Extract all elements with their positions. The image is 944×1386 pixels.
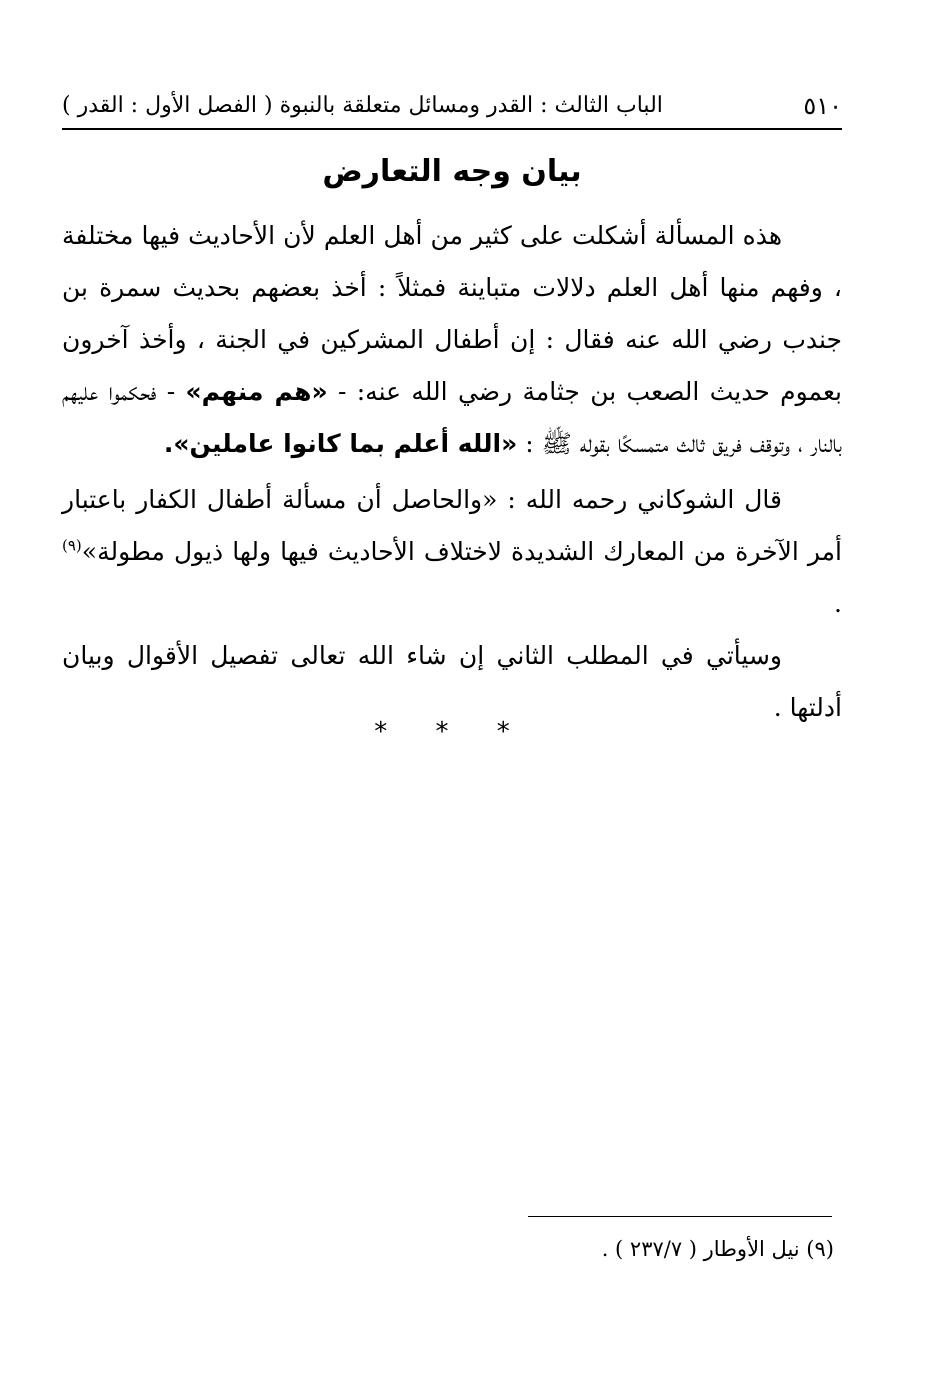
running-header-title: الباب الثالث : القدر ومسائل متعلقة بالنبوة ( الفصل الأول : القدر ) xyxy=(62,93,663,118)
hadith-quote-allah-alam: «الله أعلم بما كانوا عاملين» xyxy=(173,429,518,458)
paragraph-1-text-a: هذه المسألة أشكلت على كثير من أهل العلم لأن الأحاديث فيها مختلفة ، وفهم منها أهل العلم دلالات متباينة فمثلاً : أخذ بعضهم بحديث سمرة بن جندب رضي الله عنه فقال : إن أطفال المشركين في الجنة ، وأخذ آخرون بعموم حديث الصعب بن جثامة رضي الله عنه: - xyxy=(62,221,843,406)
body-text xyxy=(62,210,842,734)
section-separator-stars: * * * xyxy=(374,717,530,747)
paragraph-3-text: وسيأتي في المطلب الثاني إن شاء الله تعالى تفصيل الأقوال وبيان أدلتها . xyxy=(62,641,842,722)
running-header xyxy=(62,86,842,130)
hadith-quote-hum-minhum: «هم منهم» xyxy=(185,377,328,406)
section-heading: بيان وجه التعارض xyxy=(322,154,582,189)
paragraph-1-text-b: - فحكموا عليهم بالنار ، وتوقف فريق ثالث متمسكًا بقوله ﷺ : xyxy=(62,377,842,458)
paragraph-1 xyxy=(62,210,842,470)
page-number: ٥١٠ xyxy=(803,92,842,120)
footnote-ref-9[interactable]: (٩) xyxy=(62,536,82,555)
footnote-divider xyxy=(528,1216,832,1217)
footnote-9: (٩) نيل الأوطار ( ٢٣٧/٧ ) . xyxy=(601,1237,834,1261)
paragraph-2 xyxy=(62,474,842,630)
header-divider xyxy=(62,128,842,130)
paragraph-2-end: . xyxy=(834,589,842,618)
paragraph-2-text: قال الشوكاني رحمه الله : «والحاصل أن مسألة أطفال الكفار باعتبار أمر الآخرة من المعارك الشديدة لاختلاف الأحاديث فيها ولها ذيول مطولة» xyxy=(62,485,842,566)
paragraph-1-end: . xyxy=(163,429,174,458)
